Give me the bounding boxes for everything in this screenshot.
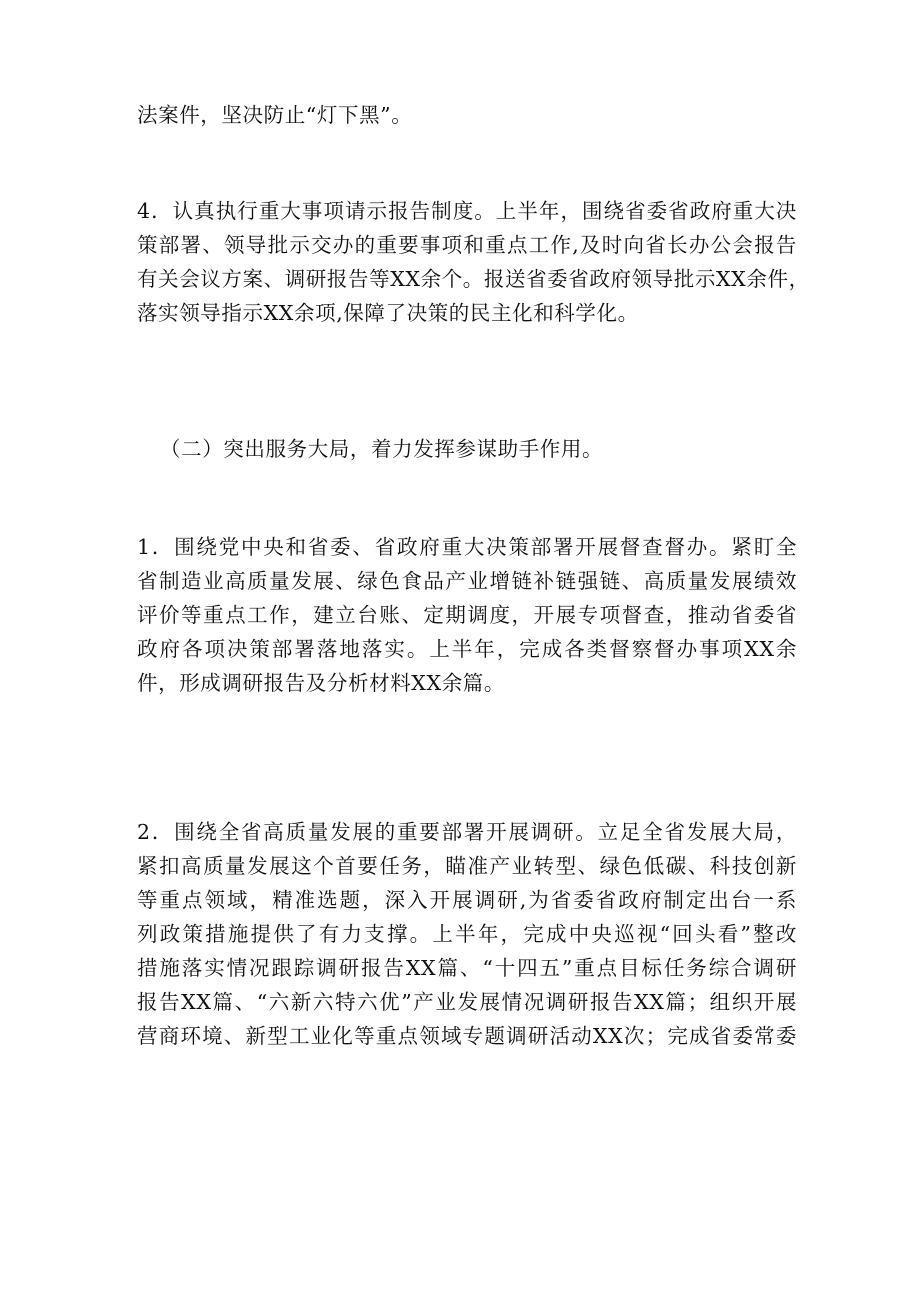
- text-line: 紧扣高质量发展这个首要任务，瞄准产业转型、绿色低碳、科技创新: [137, 854, 797, 878]
- paragraph-item-2: [137, 815, 797, 1053]
- text-line: 1．围绕党中央和省委、省政府重大决策部署开展督查督办。紧盯全: [137, 535, 797, 559]
- text-line: （二）突出服务大局，着力发挥参谋助手作用。: [160, 437, 604, 461]
- text-line: 4．认真执行重大事项请示报告制度。上半年，围绕省委省政府重大决: [137, 199, 797, 223]
- text-line: 件，形成调研报告及分析材料XX余篇。: [137, 671, 505, 695]
- text-line: 报告XX篇、“六新六特六优”产业发展情况调研报告XX篇；组织开展: [137, 990, 797, 1014]
- text-line: 评价等重点工作，建立台账、定期调度，开展专项督查，推动省委省: [137, 603, 797, 627]
- text-line: 策部署、领导批示交办的重要事项和重点工作,及时向省长办公会报告: [137, 233, 797, 257]
- text-line: 落实领导指示XX余项,保障了决策的民主化和科学化。: [137, 301, 639, 325]
- paragraph-continuation: [137, 98, 797, 132]
- text-line: 政府各项决策部署落地落实。上半年，完成各类督察督办事项XX余: [137, 637, 797, 661]
- text-line: 有关会议方案、调研报告等XX余个。报送省委省政府领导批示XX余件，: [137, 267, 810, 291]
- text-line: 省制造业高质量发展、绿色食品产业增链补链强链、高质量发展绩效: [137, 569, 797, 593]
- text-line: 营商环境、新型工业化等重点领域专题调研活动XX次；完成省委常委: [137, 1024, 797, 1048]
- paragraph-item-4: [137, 194, 810, 330]
- text-line: 列政策措施提供了有力支撑。上半年，完成中央巡视“回头看”整改: [137, 922, 797, 946]
- paragraph-item-1: [137, 530, 797, 700]
- text-line: 2．围绕全省高质量发展的重要部署开展调研。立足全省发展大局，: [137, 820, 797, 844]
- text-line: 等重点领域，精准选题，深入开展调研,为省委省政府制定出台一系: [137, 888, 797, 912]
- text-line: 措施落实情况跟踪调研报告XX篇、“十四五”重点目标任务综合调研: [137, 956, 797, 980]
- text-line: 法案件，坚决防止“灯下黑”。: [137, 103, 413, 127]
- section-heading-2: [160, 432, 820, 466]
